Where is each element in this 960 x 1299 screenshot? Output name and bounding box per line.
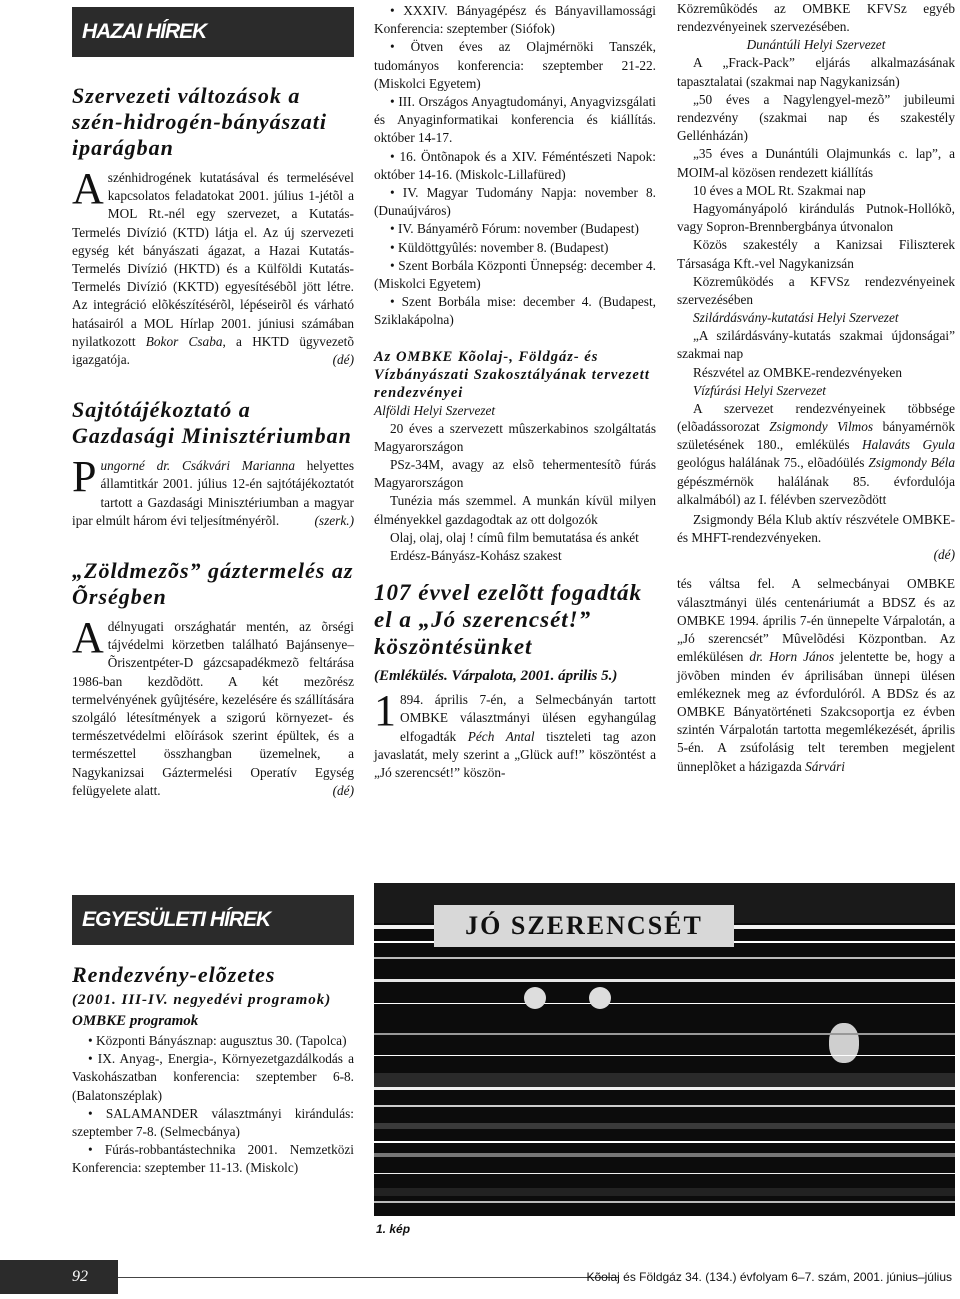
person-figure <box>829 1023 859 1063</box>
signature: (dé) <box>332 782 354 798</box>
list-item: • Központi Bányásznap: augusztus 30. (Tapolca) <box>88 1033 347 1048</box>
subsection-title: Alföldi Helyi Szervezet <box>374 402 496 418</box>
footer-rule <box>118 1277 618 1278</box>
list-item: Tunézia más szemmel. A munkán kívül milyen élményekkel gazdagodtak az ott dolgozók <box>374 493 656 527</box>
article-subtitle: (2001. III-IV. negyedévi programok) <box>72 992 332 1008</box>
events-list <box>374 2 656 330</box>
event-photo <box>374 883 955 1216</box>
list-item: • XXXIV. Bányagépész és Bányavillamossági Konferencia: szeptember (Siófok) <box>374 3 656 37</box>
drop-cap: 1 <box>374 686 396 736</box>
column-1 <box>72 0 355 1176</box>
drop-cap: P <box>72 452 97 502</box>
list-item: • Küldöttgyûlés: november 8. (Budapest) <box>390 239 609 255</box>
list-item: Közös szakestély a Kanizsai Filiszterek Társasága Kft.-vel Nagykanizsán <box>677 237 955 271</box>
page-number: 92 <box>0 1260 118 1294</box>
drop-cap: A <box>72 164 104 213</box>
emblem-icon <box>589 987 611 1009</box>
photo-caption: 1. kép <box>376 1222 411 1236</box>
section-banner-egyesuleti: EGYESÜLETI HÍREK <box>72 895 354 945</box>
list-item: 20 éves a szervezett mûszerkabinos szolgáltatás Magyarországon <box>374 420 656 454</box>
drop-cap: A <box>72 613 104 663</box>
signature: (szerk.) <box>314 512 354 528</box>
list-item: • IV. Magyar Tudomány Napja: november 8. (Dunaújváros) <box>374 185 656 219</box>
article-title: 107 évvel ezelõtt fogadták el a „Jó szerencsét!” köszöntésünket <box>374 580 643 660</box>
list-item: • Ötven éves az Olajmérnöki Tanszék, tudományos konferencia: szeptember 21-22. (Miskolci Egyetem) <box>374 39 656 91</box>
journal-info: Kõolaj és Földgáz 34. (134.) évfolyam 6–7. szám, 2001. június–július <box>586 1270 952 1284</box>
column-3 <box>677 0 955 776</box>
list-item: Hagyományápoló kirándulás Putnok-Hollókõ, vagy Sopron-Brennbergbánya útvonalon <box>677 201 955 235</box>
column-2 <box>374 0 656 782</box>
list-item: Erdész-Bányász-Kohász szakest <box>390 548 562 564</box>
list-item: PSz-34M, avagy az elsõ tehermentesítõ fúrás Magyarországon <box>374 457 656 491</box>
list-item: Olaj, olaj, olaj ! címû film bemutatása és ankét <box>390 529 639 545</box>
article-title: „Zöldmezõs” gáztermelés az Õrségben <box>72 558 354 610</box>
article-subtitle: (Emlékülés. Várpalota, 2001. április 5.) <box>374 668 618 685</box>
article-body: Aszénhidrogének kutatásával és termelésével kapcsolatos feladatokat 2001. július 1-jétõl a MOL Rt.-nél egy szervezet, a Kutatás-Termelés Divízió (KTD) látja el. Az új szervezeti egység két bányászati ágazat, a Hazai Kutatás-Termelés Divízió (HKTD) és a Külföldi Kutatás-Termelés Divízió (KKTD) egyesítésébõl jött létre. Az integráció elõkészítésérõl, lépéseirõl és várható hatásairól a MOL Hírlap 2001. júniusi számában nyilatkozott Bokor Csaba, a HKTD ügyvezetõ igazgatója. (dé) <box>72 169 354 369</box>
list-item: • SALAMANDER választmányi kirándulás: szeptember 7-8. (Selmecbánya) <box>72 1105 354 1140</box>
emblem-icon <box>524 987 546 1009</box>
section-heading: OMBKE programok <box>72 1013 199 1029</box>
events-block <box>72 962 354 1178</box>
list-item: • 16. Öntõnapok és a XIV. Féméntészeti Napok: október 14-16. (Miskolc-Lillafüred) <box>374 148 656 182</box>
article-body: Adélnyugati országhatár mentén, az õrségi tájvédelmi körzetben található Bajánsenye–Õriszentpéter-D gázcsapadékmezõ feltárása 1986-ban kezdõdött. A két mezõrész termelvényének gyûjtésére, kezelésére és szállítására szolgáló létesítmények a szigorú környezet- és természetvédelmi elõírások szerint épültek, és a természettel összhangban üzemelnek, a Nagykanizsai Gáztermelési Operatív Egység felügyelete alatt. (dé) <box>72 618 354 800</box>
banner-sign <box>434 905 734 947</box>
list-item: „A szilárdásvány-kutatás szakmai újdonságai” szakmai nap <box>677 328 955 362</box>
list-item: • Fúrás-robbantástechnika 2001. Nemzetközi Konferencia: szeptember 11-13. (Miskolc) <box>72 1142 354 1176</box>
list-item: • IV. Bányamérõ Fórum: november (Budapest) <box>390 221 639 237</box>
paragraph: A szervezet rendezvényeinek többsége (elõadássorozat Zsigmondy Vilmos bányamérnök születésének 180., emlékülés Halaváts Gyula geológus halálának 75., elõadóülés Zsigmondy Béla gépészmérnök halálának 85. évfordulója alkalmából) az I. félévben szervezõdött <box>677 400 955 507</box>
list-item: Közremûködés a KFVSz rendezvényeinek szervezésében <box>677 273 955 308</box>
article-title: Szervezeti változások a szén-hidrogén-bányászati iparágban <box>72 83 328 160</box>
article-body-continued: tés váltsa fel. A selmecbányai OMBKE választmányi ülés centenáriumát a BDSZ és az OMBKE 1994. április 7-én ünnepelte Várpalotán, a „Jó szerencsét” Mûvelõdési Központban. Az emlékülésen dr. Horn János jelentette be, hogy a jövõben minden év áprilisában ünnepi ülésen emlékeznek meg az évfordulóról. A BDSz és az OMBKE Bányatörténeti Szakcsoportja ez évben szintén Várpalotán tartotta megemlékezését, április 5-én. A zsúfolásig telt teremben megjelent ünneplõket a házigazda Sárvári <box>677 576 955 774</box>
banner-sign-text: JÓ SZERENCSÉT <box>465 911 703 940</box>
article-body: Pungorné dr. Csákvári Marianna helyettes államtitkár 2001. július 12-én sajtótájékoztatót tartott a Gazdasági Minisztériumban a magyar ipar elmúlt három évi teljesítményérõl. (szerk.) <box>72 457 354 530</box>
list-item: 10 éves a MOL Rt. Szakmai nap <box>693 182 866 198</box>
paragraph: Közremûködés az OMBKE KFVSz egyéb rendezvényeinek szervezésében. <box>677 1 955 35</box>
subsection-title: Vízfúrási Helyi Szervezet <box>693 382 826 398</box>
article-body: 1 894. április 7-én, a Selmecbányán tartott OMBKE választmányi ülésen egyhangúlag elfogadták Péch Antal tisztelеti tag azon javaslatát, mely szerint a „Glück auf!” köszöntést a „Jó szerencsét!” köszön- <box>374 686 656 781</box>
list-item: • Szent Borbála mise: december 4. (Budapest, Sziklakápolna) <box>374 294 656 328</box>
article-title: Sajtótájékoztató a Gazdasági Minisztériumban <box>72 397 352 449</box>
signature: (dé) <box>332 352 354 368</box>
subsection-title: Dunántúli Helyi Szervezet <box>746 37 886 53</box>
article-title: Rendezvény-elõzetes <box>72 962 276 987</box>
signature: (dé) <box>933 547 955 563</box>
list-item: „35 éves a Dunántúli Olajmunkás c. lap”, a MOIM-al közösen rendezett kiállítás <box>677 146 955 180</box>
list-item: Részvétel az OMBKE-rendezvényeken <box>693 364 902 380</box>
paragraph: Zsigmondy Béla Klub aktív részvétele OMBKE- és MHFT-rendezvényeken. <box>677 512 955 546</box>
list-item: • III. Országos Anyagtudományi, Anyagvizsgálati és Anyaginformatikai konferencia és kiállítás. október 14-17. <box>374 94 656 146</box>
list-item: „50 éves a Nagylengyel-mezõ” jubileumi rendezvény (szakmai nap és szakestély Gellénházán) <box>677 91 955 144</box>
section-banner-hazai: HAZAI HÍREK <box>72 7 354 57</box>
list-item: A „Frack-Pack” eljárás alkalmazásának tapasztalatai (szakmai nap Nagykanizsán) <box>677 55 955 89</box>
list-item: • Szent Borbála Központi Ünnepség: december 4. (Miskolci Egyetem) <box>374 257 656 292</box>
list-item: • IX. Anyag-, Energia-, Környezetgazdálkodás a Vaskohászatban konferencia: szeptember 6-8. (Balatonszéplak) <box>72 1051 354 1103</box>
section-heading: Az OMBKE Kõolaj-, Földgáz- és Vízbányászati Szakosztályának tervezett rendezvényei <box>374 348 650 401</box>
subsection-title: Szilárdásvány-kutatási Helyi Szervezet <box>693 310 899 326</box>
